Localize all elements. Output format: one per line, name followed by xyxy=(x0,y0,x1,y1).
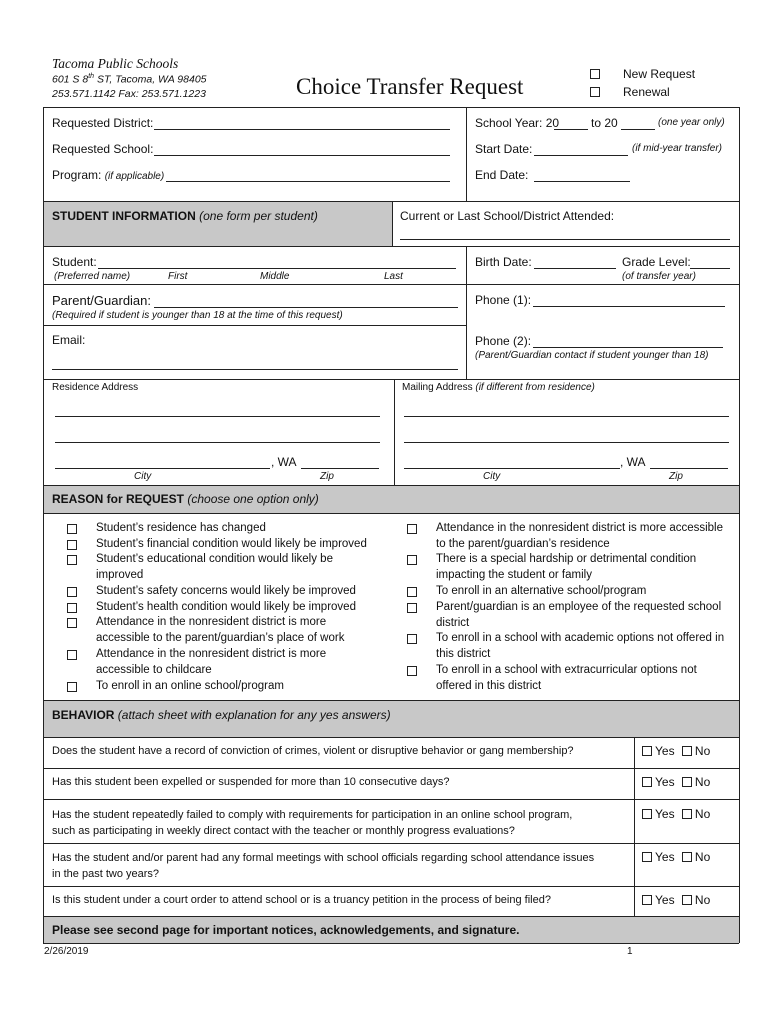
district-divider xyxy=(466,107,467,201)
revision-date: 2/26/2019 xyxy=(44,946,89,957)
mailing-address-line2[interactable] xyxy=(404,442,729,443)
reason-option-educational[interactable]: Student’s educational condition would likely be improved xyxy=(96,552,333,583)
form-title: Choice Transfer Request xyxy=(296,74,524,99)
reason-option-childcare[interactable]: Attendance in the nonresident district is more accessible to childcare xyxy=(96,647,326,678)
checkbox[interactable] xyxy=(67,650,77,660)
behavior-question-4: Has the student and/or parent had any formal meetings with school officials regarding school attendance issues in the past two years? xyxy=(52,852,595,880)
start-date-note: (if mid-year transfer) xyxy=(632,143,723,154)
mailing-zip-field[interactable] xyxy=(650,468,728,469)
middle-name-caption: Middle xyxy=(260,271,290,282)
behavior-row-line-4 xyxy=(43,886,739,887)
student-info-heading: STUDENT INFORMATION (one form per student) xyxy=(52,209,318,223)
school-year-label: School Year: 20 xyxy=(475,116,560,130)
requested-school-field[interactable] xyxy=(154,155,450,156)
new-request-label: New Request xyxy=(623,67,696,81)
current-school-field[interactable] xyxy=(400,239,730,240)
org-address: 601 S 8th ST, Tacoma, WA 98405 xyxy=(52,73,207,86)
mailing-address-line1[interactable] xyxy=(404,416,729,417)
checkbox[interactable] xyxy=(67,524,77,534)
no-checkbox[interactable] xyxy=(682,852,692,862)
residence-address-line2[interactable] xyxy=(55,442,380,443)
phone1-label: Phone (1): xyxy=(475,293,532,307)
reason-option-residence-access[interactable]: Attendance in the nonresident district is more accessible to the parent/guardian’s residence xyxy=(436,521,723,552)
residence-zip-field[interactable] xyxy=(301,468,379,469)
current-school-label: Current or Last School/District Attended: xyxy=(400,209,615,223)
behavior-answer-5[interactable]: Yes No xyxy=(642,893,710,907)
email-field[interactable] xyxy=(52,369,458,370)
yes-checkbox[interactable] xyxy=(642,895,652,905)
residence-city-caption: City xyxy=(134,471,152,482)
reason-option-extracurricular[interactable]: To enroll in a school with extracurricular options not offered in this district xyxy=(436,663,697,694)
behavior-heading: BEHAVIOR (attach sheet with explanation for any yes answers) xyxy=(52,708,391,722)
residence-city-field[interactable] xyxy=(55,468,270,469)
grade-level-label: Grade Level: xyxy=(622,255,691,269)
residence-address-label: Residence Address xyxy=(52,382,139,393)
reason-option-health[interactable]: Student’s health condition would likely be improved xyxy=(96,600,356,616)
requested-district-field[interactable] xyxy=(154,129,450,130)
end-date-field[interactable] xyxy=(534,181,630,182)
mailing-address-label: Mailing Address (if different from residence) xyxy=(402,382,595,393)
school-year-end-field[interactable] xyxy=(621,129,655,130)
parent-guardian-note: (Required if student is younger than 18 at the time of this request) xyxy=(52,310,343,321)
student-name-label: Student: xyxy=(52,255,97,269)
no-checkbox[interactable] xyxy=(682,777,692,787)
checkbox[interactable] xyxy=(407,603,417,613)
requested-school-label: Requested School: xyxy=(52,142,154,156)
behavior-row-line-1 xyxy=(43,768,739,769)
reason-option-hardship[interactable]: There is a special hardship or detrimental condition impacting the student or family xyxy=(436,552,696,583)
mailing-state: , WA xyxy=(620,455,646,469)
grade-level-note: (of transfer year) xyxy=(622,271,696,282)
phone1-field[interactable] xyxy=(533,306,725,307)
checkbox[interactable] xyxy=(67,618,77,628)
reason-option-alternative[interactable]: To enroll in an alternative school/program xyxy=(436,584,646,600)
reason-heading: REASON for REQUEST (choose one option only) xyxy=(52,492,319,506)
behavior-answer-1[interactable]: Yes No xyxy=(642,744,710,758)
email-label: Email: xyxy=(52,333,86,347)
start-date-label: Start Date: xyxy=(475,142,533,156)
parent-row-top-line xyxy=(43,284,739,285)
reason-option-residence-changed[interactable]: Student’s residence has changed xyxy=(96,521,266,537)
behavior-row-line-2 xyxy=(43,799,739,800)
checkbox[interactable] xyxy=(67,682,77,692)
residence-state: , WA xyxy=(271,455,297,469)
checkbox[interactable] xyxy=(67,540,77,550)
reason-option-academic[interactable]: To enroll in a school with academic options not offered in this district xyxy=(436,631,724,662)
behavior-question-1: Does the student have a record of conviction of crimes, violent or disruptive behavior or gang membership? xyxy=(52,745,574,757)
student-row-top-line xyxy=(43,246,739,247)
reason-header-bottom-line xyxy=(43,513,739,514)
program-field[interactable] xyxy=(166,181,450,182)
renewal-checkbox[interactable] xyxy=(590,87,600,97)
org-name: Tacoma Public Schools xyxy=(52,56,179,71)
frame-right-line xyxy=(739,107,740,943)
no-checkbox[interactable] xyxy=(682,895,692,905)
start-date-field[interactable] xyxy=(534,155,628,156)
behavior-answer-3[interactable]: Yes No xyxy=(642,807,710,821)
requested-district-label: Requested District: xyxy=(52,116,154,130)
no-checkbox[interactable] xyxy=(682,809,692,819)
behavior-row-line-3 xyxy=(43,843,739,844)
address-row-top-line xyxy=(43,379,739,380)
yes-checkbox[interactable] xyxy=(642,777,652,787)
school-year-to-label: to 20 xyxy=(591,116,618,130)
checkbox[interactable] xyxy=(407,666,417,676)
checkbox[interactable] xyxy=(407,587,417,597)
last-name-caption: Last xyxy=(384,271,403,282)
school-year-start-field[interactable] xyxy=(554,129,588,130)
student-divider xyxy=(466,246,467,379)
behavior-question-5: Is this student under a court order to attend school or is a truancy petition in the process of being filed? xyxy=(52,894,551,906)
checkbox[interactable] xyxy=(407,634,417,644)
grade-level-field[interactable] xyxy=(690,268,730,269)
behavior-question-2: Has this student been expelled or suspended for more than 10 consecutive days? xyxy=(52,776,450,788)
student-name-field[interactable] xyxy=(98,268,456,269)
residence-address-line1[interactable] xyxy=(55,416,380,417)
page-number: 1 xyxy=(627,946,633,957)
frame-top-line xyxy=(43,107,739,108)
program-label: Program: (if applicable) xyxy=(52,168,165,182)
first-name-caption: First xyxy=(168,271,188,282)
frame-bottom-line xyxy=(43,943,739,944)
checkbox[interactable] xyxy=(67,603,77,613)
email-row-top-line xyxy=(43,325,466,326)
signature-notice: Please see second page for important notices, acknowledgements, and signature. xyxy=(52,923,520,937)
no-checkbox[interactable] xyxy=(682,746,692,756)
student-header-divider xyxy=(392,201,393,246)
parent-guardian-field[interactable] xyxy=(154,307,458,308)
behavior-question-3: Has the student repeatedly failed to comply with requirements for participation in an online school program, such as participating in weekly direct contact with the teacher or monthly progress evaluations? xyxy=(52,809,573,837)
behavior-answer-4[interactable]: Yes No xyxy=(642,850,710,864)
phone2-label: Phone (2): xyxy=(475,334,532,348)
yes-checkbox[interactable] xyxy=(642,809,652,819)
reason-option-workplace[interactable]: Attendance in the nonresident district is more accessible to the parent/guardian’s place of work xyxy=(96,615,344,646)
birth-date-field[interactable] xyxy=(534,268,616,269)
org-phone-fax: 253.571.1142 Fax: 253.571.1223 xyxy=(52,88,206,100)
behavior-answer-divider xyxy=(634,737,635,916)
checkbox[interactable] xyxy=(407,524,417,534)
reason-option-financial[interactable]: Student’s financial condition would likely be improved xyxy=(96,537,367,553)
school-year-note: (one year only) xyxy=(658,117,725,128)
reason-option-safety[interactable]: Student’s safety concerns would likely be improved xyxy=(96,584,356,600)
preferred-name-caption: (Preferred name) xyxy=(54,271,131,282)
renewal-label: Renewal xyxy=(623,85,670,99)
checkbox[interactable] xyxy=(67,587,77,597)
residence-zip-caption: Zip xyxy=(320,471,334,482)
mailing-city-field[interactable] xyxy=(404,468,620,469)
checkbox[interactable] xyxy=(67,555,77,565)
birth-date-label: Birth Date: xyxy=(475,255,532,269)
mailing-zip-caption: Zip xyxy=(669,471,683,482)
checkbox[interactable] xyxy=(407,555,417,565)
yes-checkbox[interactable] xyxy=(642,746,652,756)
parent-guardian-label: Parent/Guardian: xyxy=(52,293,152,308)
reason-option-employee[interactable]: Parent/guardian is an employee of the requested school district xyxy=(436,600,721,631)
yes-checkbox[interactable] xyxy=(642,852,652,862)
address-divider xyxy=(394,379,395,485)
new-request-checkbox[interactable] xyxy=(590,69,600,79)
behavior-answer-2[interactable]: Yes No xyxy=(642,775,710,789)
end-date-label: End Date: xyxy=(475,168,529,182)
phone2-field[interactable] xyxy=(533,347,723,348)
reason-option-online[interactable]: To enroll in an online school/program xyxy=(96,679,284,695)
mailing-city-caption: City xyxy=(483,471,501,482)
phone2-note: (Parent/Guardian contact if student younger than 18) xyxy=(475,350,709,361)
